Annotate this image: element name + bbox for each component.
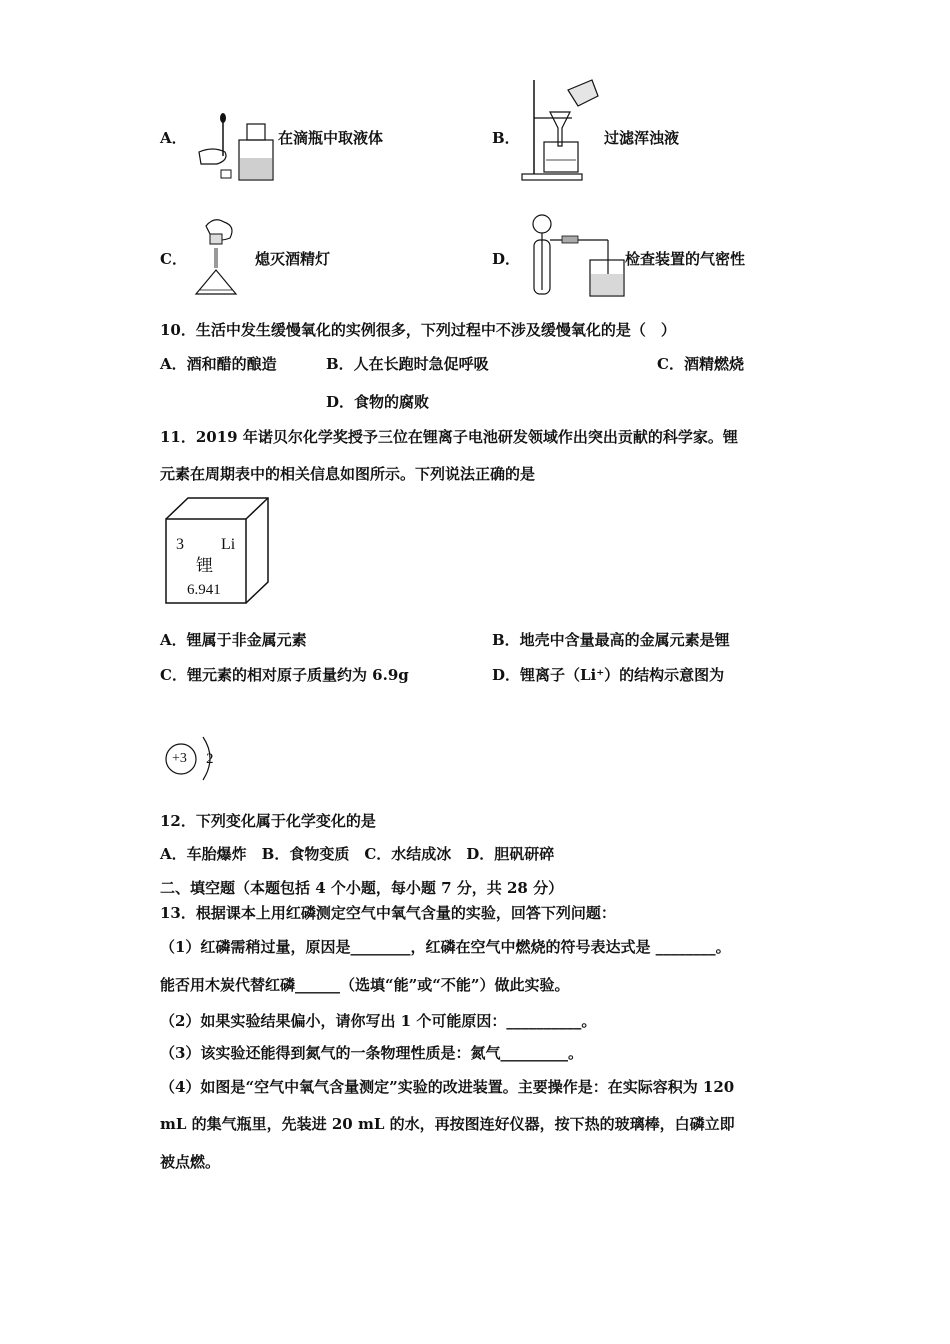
filtration-figure <box>520 76 602 186</box>
q11-stem-line2: 元素在周期表中的相关信息如图所示。下列说法正确的是 <box>160 465 536 483</box>
q12-stem: 12．下列变化属于化学变化的是 <box>160 812 376 830</box>
atomic-number: 3 <box>176 536 184 553</box>
q13-part4-line1: （4）如图是“空气中氧气含量测定”实验的改进装置。主要操作是：在实际容积为 120 <box>160 1078 735 1096</box>
airtightness-check-figure <box>520 210 625 302</box>
option-c-text: 熄灭酒精灯 <box>255 250 331 268</box>
q13-part4-line3: 被点燃。 <box>160 1153 221 1171</box>
element-name: 锂 <box>196 556 213 575</box>
q10-stem: 10．生活中发生缓慢氧化的实例很多，下列过程中不涉及缓慢氧化的是（ ） <box>160 321 676 339</box>
q13-part1-line2: 能否用木炭代替红磷______（选填“能”或“不能”）做此实验。 <box>160 976 570 994</box>
option-a-text: 在滴瓶中取液体 <box>278 129 384 147</box>
q10-option-b: B．人在长跑时急促呼吸 <box>326 355 489 373</box>
ion-shell-electrons: 2 <box>206 751 214 767</box>
q11-option-b: B．地壳中含量最高的金属元素是锂 <box>492 631 730 649</box>
section-heading: 二、填空题（本题包括 4 个小题，每小题 7 分，共 28 分） <box>160 879 564 897</box>
q10-option-a: A．酒和醋的酿造 <box>160 355 277 373</box>
q13-part3: （3）该实验还能得到氮气的一条物理性质是：氮气_________。 <box>160 1044 583 1062</box>
q11-option-c: C．锂元素的相对原子质量约为 6.9g <box>160 666 409 684</box>
option-d-text: 检查装置的气密性 <box>625 250 746 268</box>
option-c-letter: C． <box>160 250 187 268</box>
q11-option-a: A．锂属于非金属元素 <box>160 631 307 649</box>
atomic-mass: 6.941 <box>187 582 221 598</box>
q12-options: A．车胎爆炸 B．食物变质 C．水结成冰 D．胆矾研碎 <box>160 845 555 863</box>
element-symbol: Li <box>221 536 236 553</box>
q11-option-d: D．锂离子（Li⁺）的结构示意图为 <box>492 666 725 684</box>
q10-option-d: D．食物的腐败 <box>326 393 430 411</box>
option-a-letter: A． <box>160 129 187 147</box>
option-b-text: 过滤浑浊液 <box>604 129 680 147</box>
alcohol-lamp-figure <box>190 212 252 300</box>
option-d-letter: D． <box>492 250 521 268</box>
q10-option-c: C．酒精燃烧 <box>657 355 744 373</box>
dropper-bottle-figure <box>195 112 275 184</box>
q11-stem-line1: 11．2019 年诺贝尔化学奖授予三位在锂离子电池研发领域作出突出贡献的科学家。锂 <box>160 428 738 446</box>
option-b-letter: B． <box>492 129 520 147</box>
q13-part1-line1: （1）红磷需稍过量，原因是________，红磷在空气中燃烧的符号表达式是 ________。 <box>160 938 731 956</box>
q13-part2: （2）如果实验结果偏小，请你写出 1 个可能原因：__________。 <box>160 1012 597 1030</box>
q13-part4-line2: mL 的集气瓶里，先装进 20 mL 的水，再按图连好仪器，按下热的玻璃棒，白磷立即 <box>160 1115 735 1133</box>
ion-nucleus-charge: +3 <box>172 751 187 766</box>
q13-stem: 13．根据课本上用红磷测定空气中氧气含量的实验，回答下列问题： <box>160 904 616 922</box>
